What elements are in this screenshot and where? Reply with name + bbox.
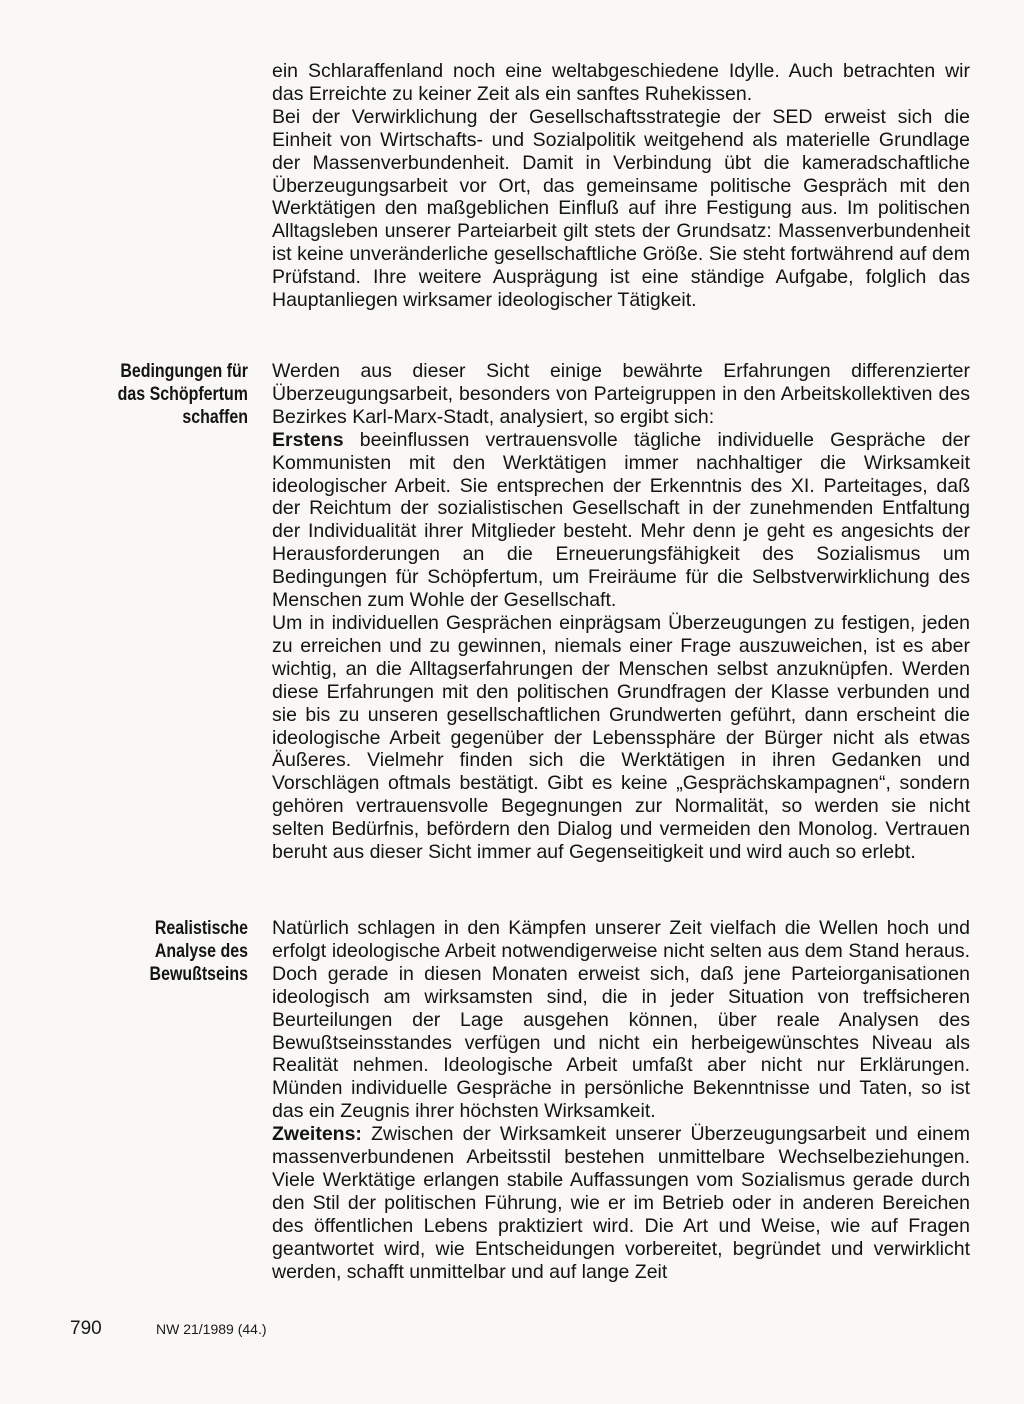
- page-number: 790: [70, 1318, 102, 1339]
- intro-paragraph-1: ein Schlaraffenland noch eine weltabgeschiedene Idylle. Auch betrachten wir das Erreichte zu keiner Zeit als ein sanftes Ruhekissen.: [272, 60, 970, 105]
- section2-paragraph-2: [272, 1123, 970, 1283]
- margin-heading-analyse: [80, 917, 248, 986]
- section1-paragraph-3: Um in individuellen Gesprächen einprägsam Überzeugungen zu festigen, jeden zu erreichen und zu gewinnen, niemals einer Frage auszuweichen, ist es aber wichtig, an die Alltagserfahrungen der Menschen selbst anzuknüpfen. Werden diese Erfahrungen mit den politischen Grundfragen der Klasse verbunden und sie bis zu unseren gesellschaftlichen Grundwerten geführt, dann erscheint die ideologische Arbeit gegenüber der Lebenssphäre der Bürger nicht als etwas Äußeres. Vielmehr finden sich die Werktätigen in ihren Gedanken und Vorschlägen oftmals bestätigt. Gibt es keine „Gesprächskampagnen“, sondern gehören vertrauensvolle Begegnungen zur Normalität, so werden sie nicht selten Bedürfnis, befördern den Dialog und vermeiden den Monolog. Vertrauen beruht aus dieser Sicht immer auf Gegenseitigkeit und wird auch so erlebt.: [272, 611, 970, 864]
- margin-heading-line: Analyse des: [154, 941, 248, 962]
- section-bedingungen-text: [272, 360, 970, 864]
- section-analyse-text: [272, 917, 970, 1284]
- margin-heading-bedingungen: [80, 360, 248, 429]
- section1-paragraph-2: [272, 429, 970, 612]
- section2-lead-word: Zweitens:: [272, 1123, 362, 1146]
- section2-paragraph-2-body: Zwischen der Wirksamkeit unserer Überzeugungsarbeit und einem massenverbundenen Arbeitsstil bestehen unmittelbare Wechselbeziehungen. Viele Werktätige erlangen stabile Auffassungen vom Sozialismus gerade durch den Stil der politischen Führung, wie er im Betrieb oder in anderen Bereichen des öffentlichen Lebens praktiziert wird. Die Art und Weise, wie auf Fragen geantwortet wird, wie Entscheidungen vorbereitet, begründet und verwirklicht werden, schafft unmittelbar und auf lange Zeit: [272, 1123, 970, 1283]
- intro-text-block: [272, 60, 970, 312]
- section1-paragraph-2-body: beeinflussen vertrauensvolle tägliche individuelle Gespräche der Kommunisten mit den Werktätigen immer nachhaltiger die Wirksamkeit ideologischer Arbeit. Sie entsprechen der Erkenntnis des XI. Parteitages, daß der Reichtum der sozialistischen Gesellschaft in der zunehmenden Entfaltung der Individualität ihrer Mitglieder besteht. Mehr denn je geht es angesichts der Herausforderungen an die Erneuerungsfähigkeit des Sozialismus um Bedingungen für Schöpfertum, um Freiräume für die Selbstverwirklichung des Menschen zum Wohle der Gesellschaft.: [272, 428, 970, 612]
- margin-heading-line: Realistische: [154, 918, 248, 939]
- intro-paragraph-2: Bei der Verwirklichung der Gesellschaftsstrategie der SED erweist sich die Einheit von Wirtschafts- und Sozialpolitik weitgehend als materielle Grundlage der Massenverbundenheit. Damit in Verbindung übt die kameradschaftliche Überzeugungsarbeit vor Ort, das gemeinsame politische Gespräch mit den Werktätigen den maßgeblichen Einfluß auf ihre Festigung aus. Im politischen Alltagsleben unserer Parteiarbeit gilt stets der Grundsatz: Massenverbundenheit ist keine unveränderliche gesellschaftliche Größe. Sie steht fortwährend auf dem Prüfstand. Ihre weitere Ausprägung ist eine ständige Aufgabe, folglich das Hauptanliegen wirksamer ideologischer Tätigkeit.: [272, 105, 970, 312]
- journal-reference: NW 21/1989 (44.): [156, 1321, 267, 1337]
- section1-paragraph-1: Werden aus dieser Sicht einige bewährte Erfahrungen differenzierter Überzeugungsarbeit, besonders von Parteigruppen in den Arbeitskollektiven des Bezirkes Karl-Marx-Stadt, analysiert, so ergibt sich:: [272, 360, 970, 428]
- margin-heading-line: Bedingungen für: [120, 361, 248, 382]
- margin-heading-line: schaffen: [182, 407, 248, 428]
- margin-heading-line: das Schöpfertum: [117, 384, 248, 405]
- section1-lead-word: Erstens: [272, 428, 344, 451]
- margin-heading-line: Bewußtseins: [149, 964, 248, 985]
- section2-paragraph-1: Natürlich schlagen in den Kämpfen unserer Zeit vielfach die Wellen hoch und erfolgt ideologische Arbeit notwendigerweise nicht selten aus dem Stand heraus. Doch gerade in diesen Monaten erweist sich, daß jene Parteiorganisationen ideologisch am wirksamsten sind, die in jeder Situation von treffsicheren Beurteilungen der Lage ausgehen können, über reale Analysen des Bewußtseinsstandes verfügen und nicht ein herbeigewünschtes Niveau als Realität nehmen. Ideologische Arbeit umfaßt aber nicht nur Erklärungen. Münden individuelle Gespräche in persönliche Bekenntnisse und Taten, so ist das ein Zeugnis ihrer höchsten Wirksamkeit.: [272, 917, 970, 1123]
